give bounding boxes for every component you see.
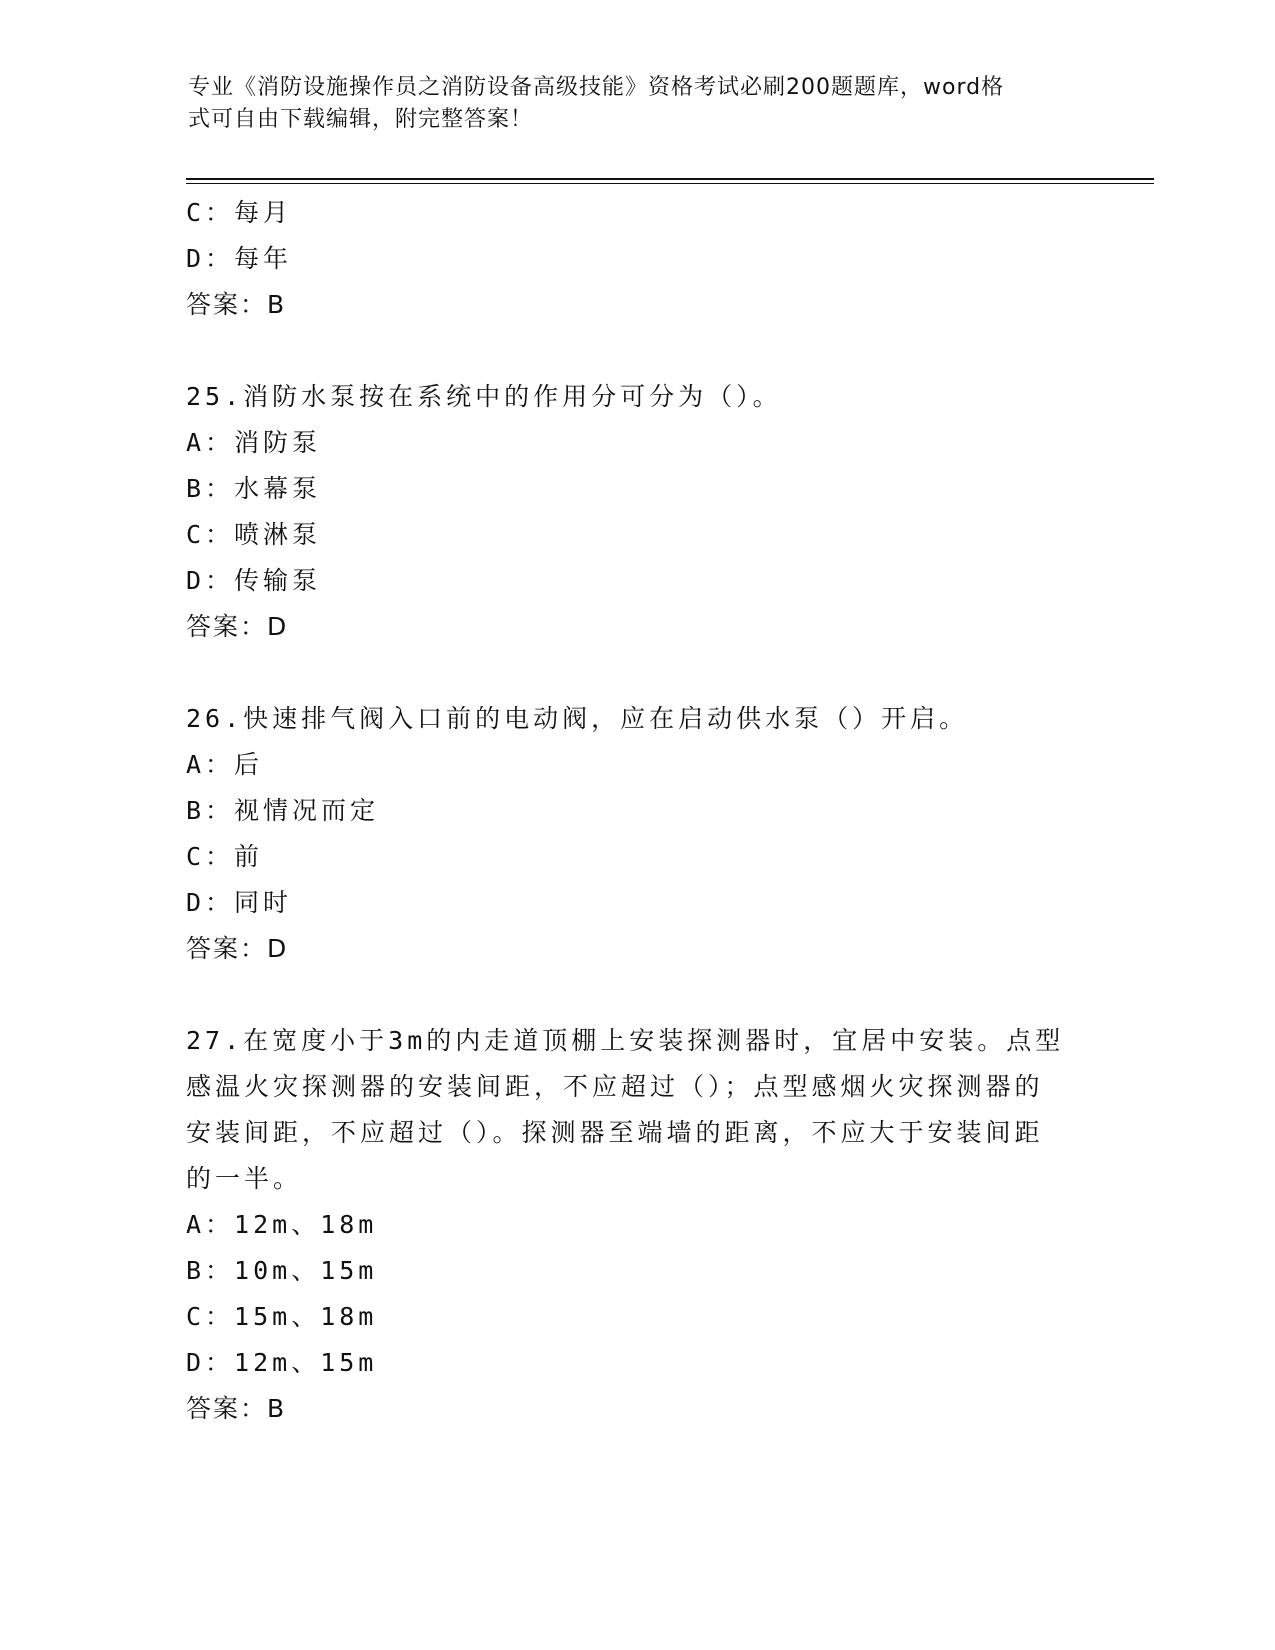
question-27: [186, 1018, 1086, 1432]
option-d: D：12m、15m: [186, 1348, 378, 1377]
option-c: C：前: [186, 842, 264, 871]
question-stem-line-3: 安装间距，不应超过（）。探测器至端墙的距离，不应大于安装间距: [186, 1118, 1044, 1147]
question-list: [186, 190, 1086, 1432]
option-a: A：消防泵: [186, 428, 322, 457]
option-c: C：喷淋泵: [186, 520, 322, 549]
option-b: B：视情况而定: [186, 796, 380, 825]
option-d: D：传输泵: [186, 566, 322, 595]
answer: 答案：D: [186, 934, 289, 963]
question-stem: 26.快速排气阀入口前的电动阀，应在启动供水泵（）开启。: [186, 704, 969, 733]
question-25: [186, 374, 1086, 650]
answer: 答案：B: [186, 1394, 287, 1423]
header-line-1: 专业《消防设施操作员之消防设备高级技能》资格考试必刷200题题库，word格: [188, 75, 1005, 100]
header-line-2: 式可自由下载编辑，附完整答案！: [188, 107, 534, 132]
option-c: C：每月: [186, 198, 293, 227]
answer: 答案：B: [186, 290, 287, 319]
option-a: A：12m、18m: [186, 1210, 378, 1239]
question-24-tail: [186, 190, 1086, 328]
option-d: D：每年: [186, 244, 293, 273]
option-b: B：水幕泵: [186, 474, 322, 503]
option-a: A：后: [186, 750, 264, 779]
question-stem: 25.消防水泵按在系统中的作用分可分为（）。: [186, 382, 782, 411]
question-stem-line-4: 的一半。: [186, 1164, 303, 1193]
question-stem-line-1: 27.在宽度小于3m的内走道顶棚上安装探测器时，宜居中安装。点型: [186, 1026, 1065, 1055]
header-divider-thick: [186, 178, 1154, 180]
spacer: [186, 972, 1086, 1018]
question-26: [186, 696, 1086, 972]
option-c: C：15m、18m: [186, 1302, 378, 1331]
question-stem-line-2: 感温火灾探测器的安装间距，不应超过（）；点型感烟火灾探测器的: [186, 1072, 1044, 1101]
document-header: [188, 72, 1068, 136]
option-d: D：同时: [186, 888, 293, 917]
spacer: [186, 650, 1086, 696]
spacer: [186, 328, 1086, 374]
answer: 答案：D: [186, 612, 289, 641]
header-divider-thin: [186, 183, 1154, 184]
option-b: B：10m、15m: [186, 1256, 378, 1285]
